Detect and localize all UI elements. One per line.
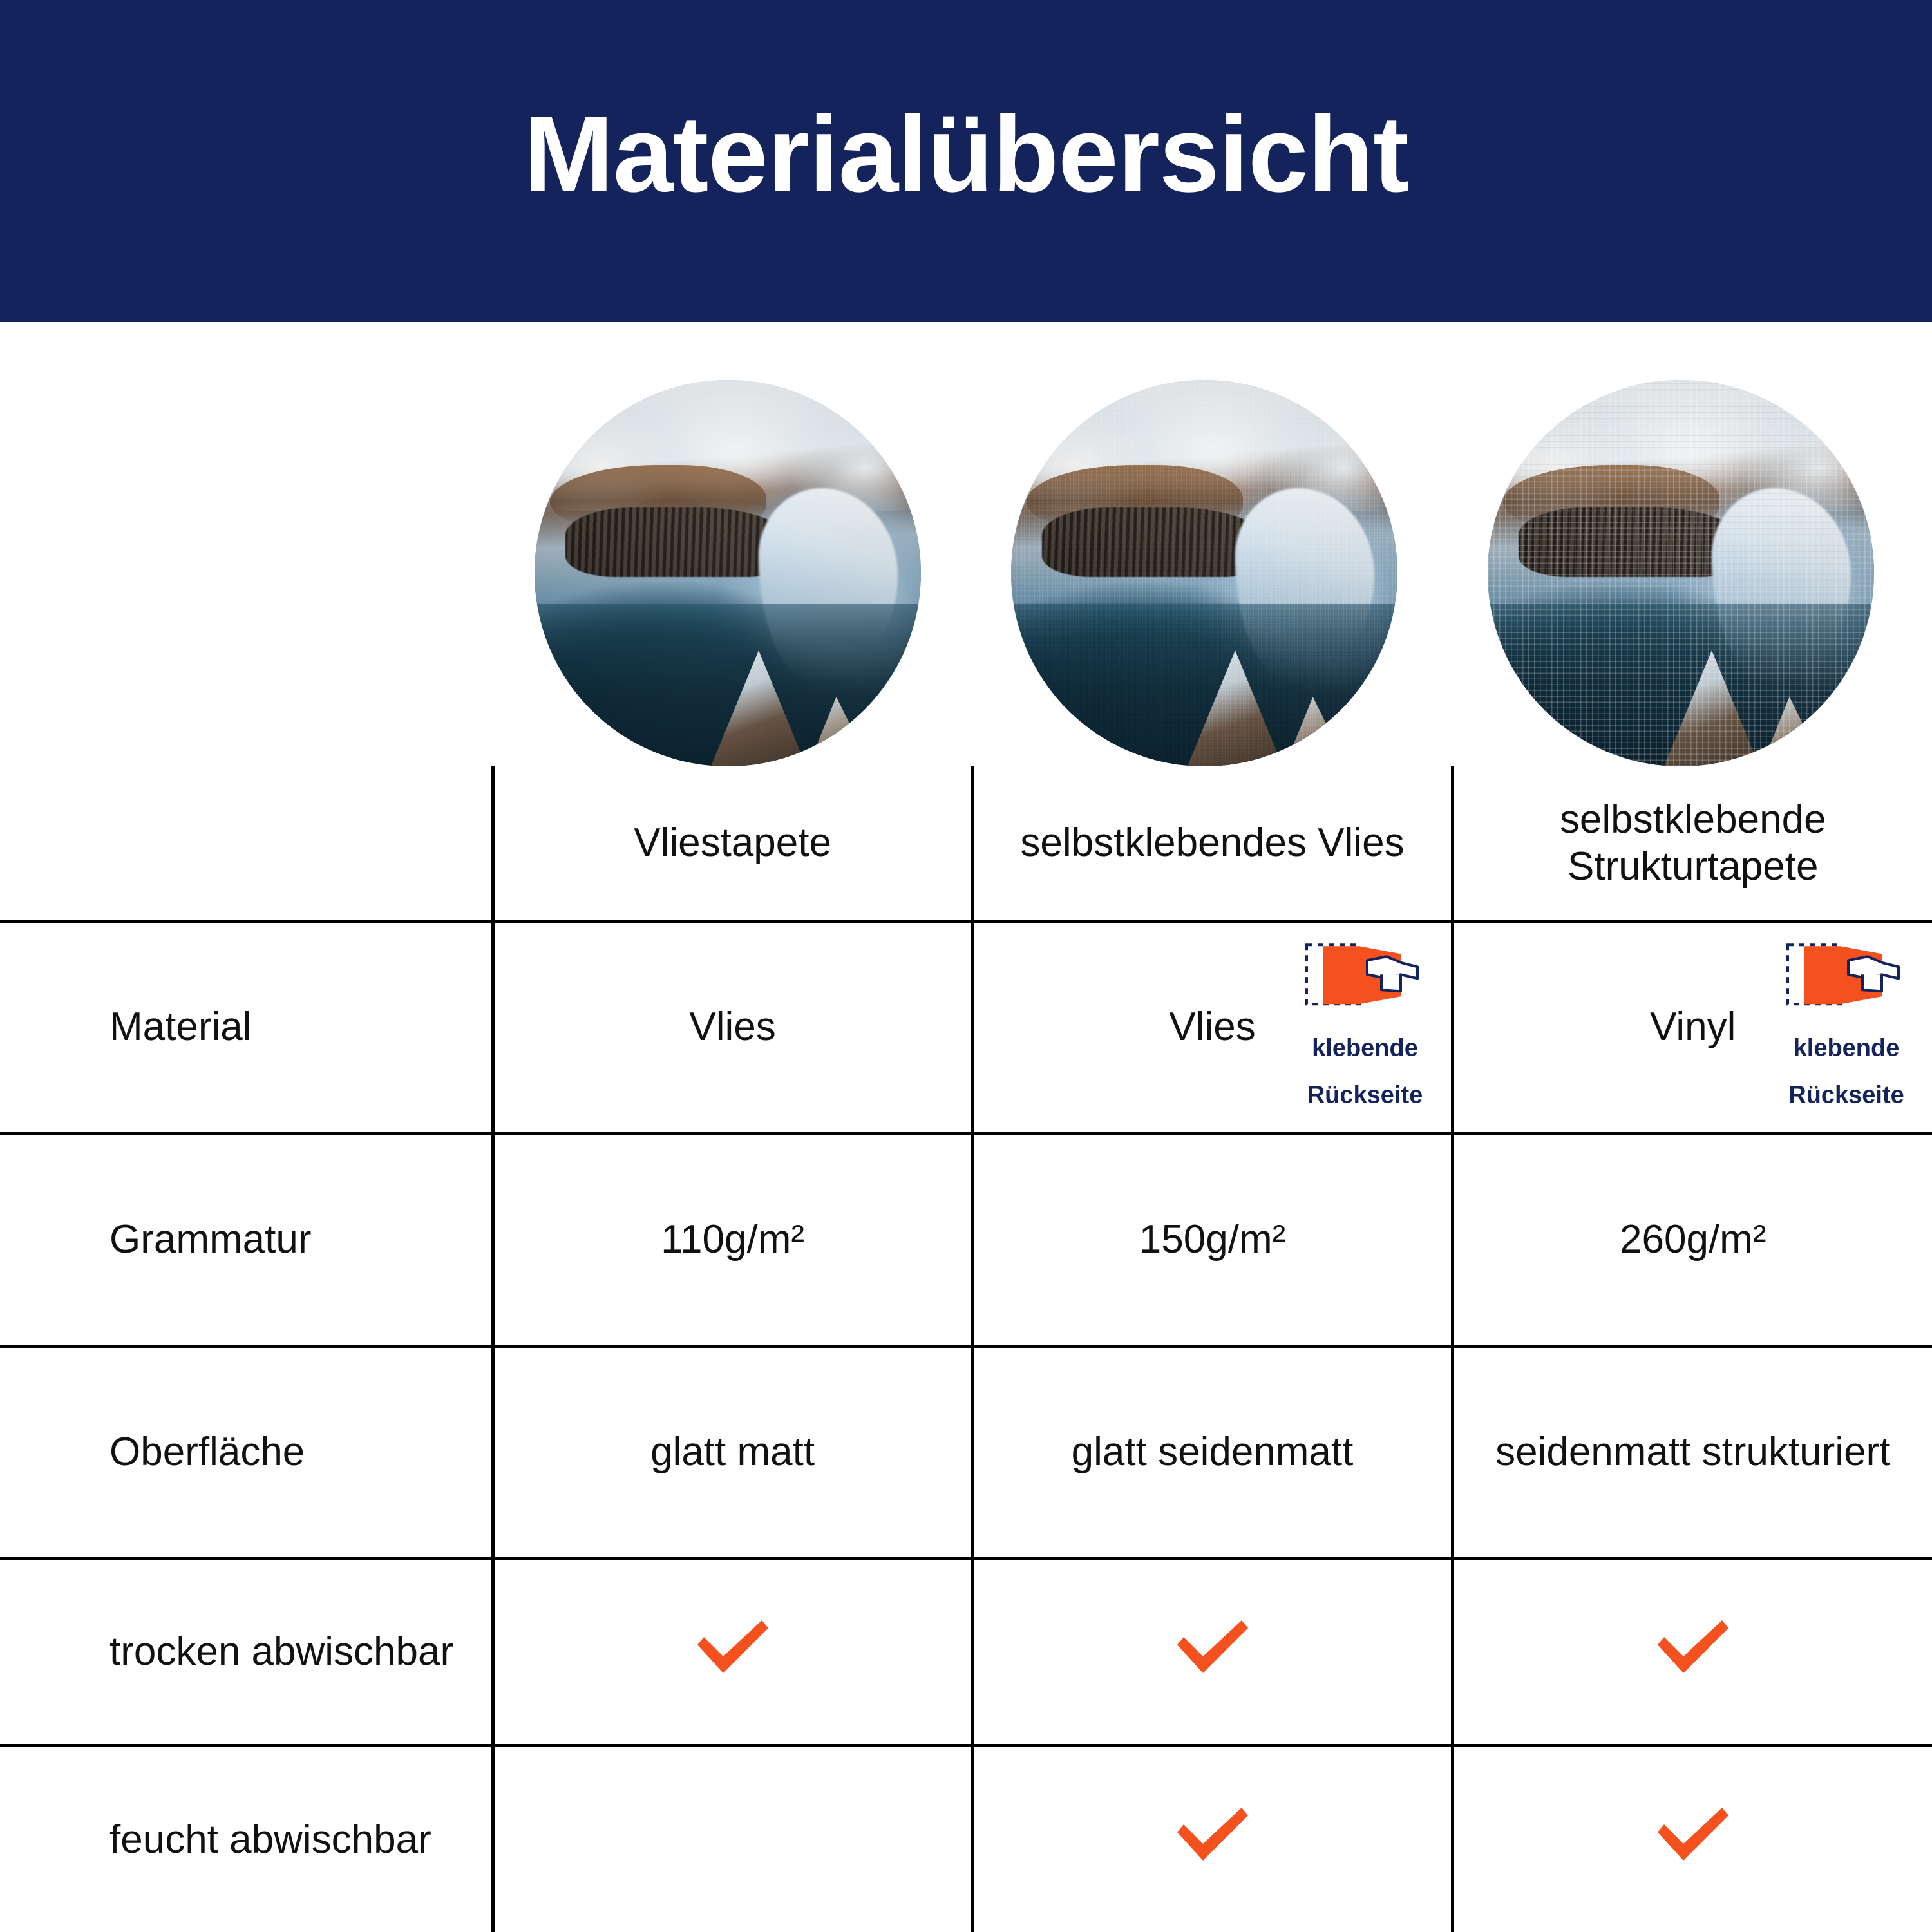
swatch-cell-3: [1443, 367, 1919, 779]
adhesive-back-label-line2: Rückseite: [1788, 1081, 1904, 1109]
check-mark-icon: [1171, 1799, 1255, 1870]
cell-feucht-vliestapete: [493, 1745, 972, 1932]
material-comparison-table: [0, 766, 1932, 1932]
cell-material-vliestapete: Vlies: [493, 921, 972, 1133]
cell-oberflaeche-selbstklebende-strukturtapete: seidenmatt strukturiert: [1452, 1346, 1932, 1558]
texture-overlay-structure: [1488, 380, 1874, 766]
row-label-oberflaeche: Oberfläche: [0, 1346, 493, 1558]
cell-material-selbstklebende-strukturtapete: [1452, 921, 1932, 1133]
table-row: [0, 1346, 1932, 1558]
cell-trocken-vliestapete: [493, 1558, 972, 1745]
adhesive-back-label-line1: klebende: [1312, 1034, 1418, 1062]
adhesive-back-label-line1: klebende: [1793, 1034, 1900, 1062]
table-row: [0, 1133, 1932, 1346]
table-header-empty: [0, 766, 493, 921]
cell-grammatur-selbstklebende-strukturtapete: 260g/m²: [1452, 1133, 1932, 1346]
swatch-vliestapete: [535, 380, 921, 766]
cell-feucht-selbstklebendes-vlies: [972, 1745, 1452, 1932]
cell-material-selbstklebendes-vlies: [972, 921, 1452, 1133]
adhesive-back-badge: [1772, 941, 1920, 1113]
row-label-grammatur: Grammatur: [0, 1133, 493, 1346]
texture-overlay-fabric: [1011, 380, 1397, 766]
row-label-material: Material: [0, 921, 493, 1133]
table-header-row: [0, 766, 1932, 921]
table-row: [0, 1745, 1932, 1932]
column-header-selbstklebendes-vlies: selbstklebendes Vlies: [972, 766, 1452, 921]
adhesive-back-icon: [1304, 973, 1426, 1018]
check-mark-icon: [691, 1611, 775, 1682]
check-mark-icon: [1651, 1799, 1735, 1870]
row-label-trocken-abwischbar: trocken abwischbar: [0, 1558, 493, 1745]
check-mark-icon: [1651, 1611, 1735, 1682]
swatch-selbstklebendes-vlies: [1011, 380, 1397, 766]
cell-value: Vinyl: [1650, 1005, 1736, 1050]
cell-grammatur-vliestapete: 110g/m²: [493, 1133, 972, 1346]
adhesive-back-label-line2: Rückseite: [1307, 1081, 1423, 1109]
swatch-cell-2: [966, 367, 1443, 779]
swatch-row: [0, 367, 1932, 779]
material-overview-content: [0, 322, 1932, 1932]
cell-value: Vlies: [1169, 1005, 1256, 1050]
adhesive-back-icon: [1785, 973, 1908, 1018]
swatch-selbstklebende-strukturtapete: [1488, 380, 1874, 766]
column-header-selbstklebende-strukturtapete: selbstklebende Strukturtapete: [1452, 766, 1932, 921]
cell-trocken-selbstklebende-strukturtapete: [1452, 1558, 1932, 1745]
header-banner: [0, 0, 1932, 322]
column-header-vliestapete: Vliestapete: [493, 766, 972, 921]
cell-trocken-selbstklebendes-vlies: [972, 1558, 1452, 1745]
page-title: Materialübersicht: [523, 93, 1409, 214]
material-photo-icon: [535, 380, 921, 766]
cell-oberflaeche-vliestapete: glatt matt: [493, 1346, 972, 1558]
cell-feucht-selbstklebende-strukturtapete: [1452, 1745, 1932, 1932]
swatch-row-spacer: [0, 367, 489, 779]
table-row: [0, 921, 1932, 1133]
adhesive-back-badge: [1291, 941, 1439, 1113]
cell-grammatur-selbstklebendes-vlies: 150g/m²: [972, 1133, 1452, 1346]
swatch-cell-1: [489, 367, 966, 779]
check-mark-icon: [1171, 1611, 1255, 1682]
table-row: [0, 1558, 1932, 1745]
row-label-feucht-abwischbar: feucht abwischbar: [0, 1745, 493, 1932]
cell-oberflaeche-selbstklebendes-vlies: glatt seidenmatt: [972, 1346, 1452, 1558]
